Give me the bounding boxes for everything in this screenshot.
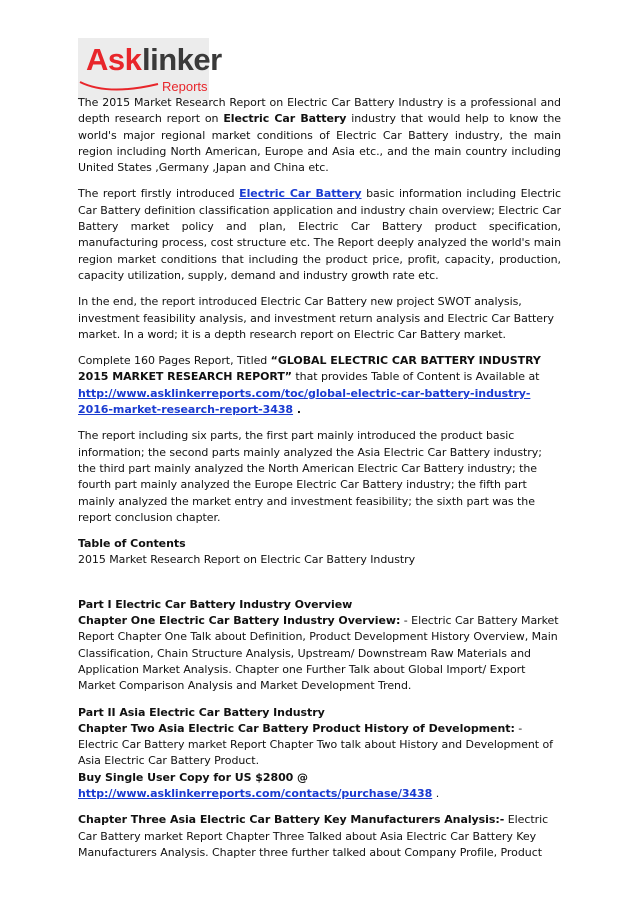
part-one-heading: Part I Electric Car Battery Industry Overview xyxy=(78,597,353,611)
intro-text-1: The 2015 Market Research Report on Electric Car Battery Industry is a professional and depth research report on xyxy=(78,96,561,126)
toc-subtitle: 2015 Market Research Report on Electric Car Battery Industry xyxy=(78,553,416,567)
intro-text-2: industry that would help to know the world's major regional market conditions of Electric Car Battery industry, the main region including North American, Europe and Asia etc., and the main country including United States ,Germany ,Japan and China etc. xyxy=(78,112,562,175)
toc-url-link[interactable]: http://www.asklinkerreports.com/toc/global-electric-car-battery-industry-2016-market-research-report-3438 xyxy=(78,386,531,417)
company-logo xyxy=(78,38,222,100)
buy-copy-label: Buy Single User Copy for US $2800 @ xyxy=(78,770,309,784)
six-parts-paragraph: The report including six parts, the first part mainly introduced the product basic information; the second parts mainly analyzed the Asia Electric Car Battery industry; the third part mainly analyzed the North American Electric Car Battery industry; the fourth part mainly analyzed the Europe Electric Car Battery industry; the fifth part mainly analyzed the market entry and investment feasibility; the sixth part was the report conclusion chapter. xyxy=(78,429,542,524)
chapter-three-section xyxy=(78,812,561,861)
chapter-one-heading: Chapter One Electric Car Battery Industry Overview: xyxy=(78,614,401,628)
logo-ask-text: Ask xyxy=(86,42,142,77)
spacer xyxy=(78,569,561,585)
chapter-three-text: Electric Car Battery market Report Chapter Three Talked about Asia Electric Car Battery Key Manufacturers Analysis. Chapter three further talked about Company Profile, Product xyxy=(78,813,549,859)
toc-text-3: . xyxy=(293,403,301,417)
toc-availability-paragraph xyxy=(78,353,561,418)
chapter-two-text: - Electric Car Battery market Report Chapter Two talk about History and Development of Asia Electric Car Battery Product. xyxy=(78,721,553,768)
purchase-link[interactable]: http://www.asklinkerreports.com/contacts/purchase/3438 xyxy=(78,786,433,800)
toc-section xyxy=(78,536,561,569)
intro-bold-keyword: Electric Car Battery xyxy=(223,112,347,126)
chapter-three-heading: Chapter Three Asia Electric Car Battery Key Manufacturers Analysis:- xyxy=(78,813,505,827)
swot-paragraph: In the end, the report introduced Electric Car Battery new project SWOT analysis, investment feasibility analysis, and investment return analysis and Electric Car Battery market. In a word; it is a depth research report on Electric Car Battery market. xyxy=(78,295,554,341)
logo-reports-text: Reports xyxy=(162,79,208,94)
overview-text-2: basic information including Electric Car Battery definition classification application and industry chain overview; Electric Car Battery market policy and plan, Electric Car Battery product specification, manufacturing process, cost structure etc. The Report deeply analyzed the world's main region market conditions that including the product price, profit, capacity, production, capacity utilization, supply, demand and industry growth rate etc. xyxy=(78,187,561,282)
report-title-bold: “GLOBAL ELECTRIC CAR BATTERY INDUSTRY 2015 MARKET RESEARCH REPORT” xyxy=(78,354,541,384)
chapter-two-heading: Chapter Two Asia Electric Car Battery Product History of Development: xyxy=(78,721,515,735)
toc-text-2: that provides Table of Content is Available at xyxy=(291,370,540,384)
logo-linker-text: linker xyxy=(142,42,222,77)
toc-text-1: Complete 160 Pages Report, Titled xyxy=(78,354,271,368)
chapter-one-text: - Electric Car Battery Market Report Chapter One Talk about Definition, Product Development History Overview, Main Classification, Chain Structure Analysis, Upstream/ Downstream Raw Materials and Application Market Analysis. Chapter one Further Talk about Global Import/ Export Market Comparison Analysis and Market Development Trend. xyxy=(78,614,559,693)
part-one-section xyxy=(78,597,561,695)
document-body xyxy=(78,95,561,871)
overview-text-1: The report firstly introduced xyxy=(78,187,240,201)
intro-paragraph xyxy=(78,95,561,176)
overview-paragraph xyxy=(78,186,561,284)
purchase-link-suffix: . xyxy=(432,786,440,800)
electric-car-battery-link[interactable]: Electric Car Battery xyxy=(239,187,362,201)
part-two-section xyxy=(78,705,561,803)
toc-heading: Table of Contents xyxy=(78,537,186,551)
part-two-heading: Part II Asia Electric Car Battery Industry xyxy=(78,705,325,719)
